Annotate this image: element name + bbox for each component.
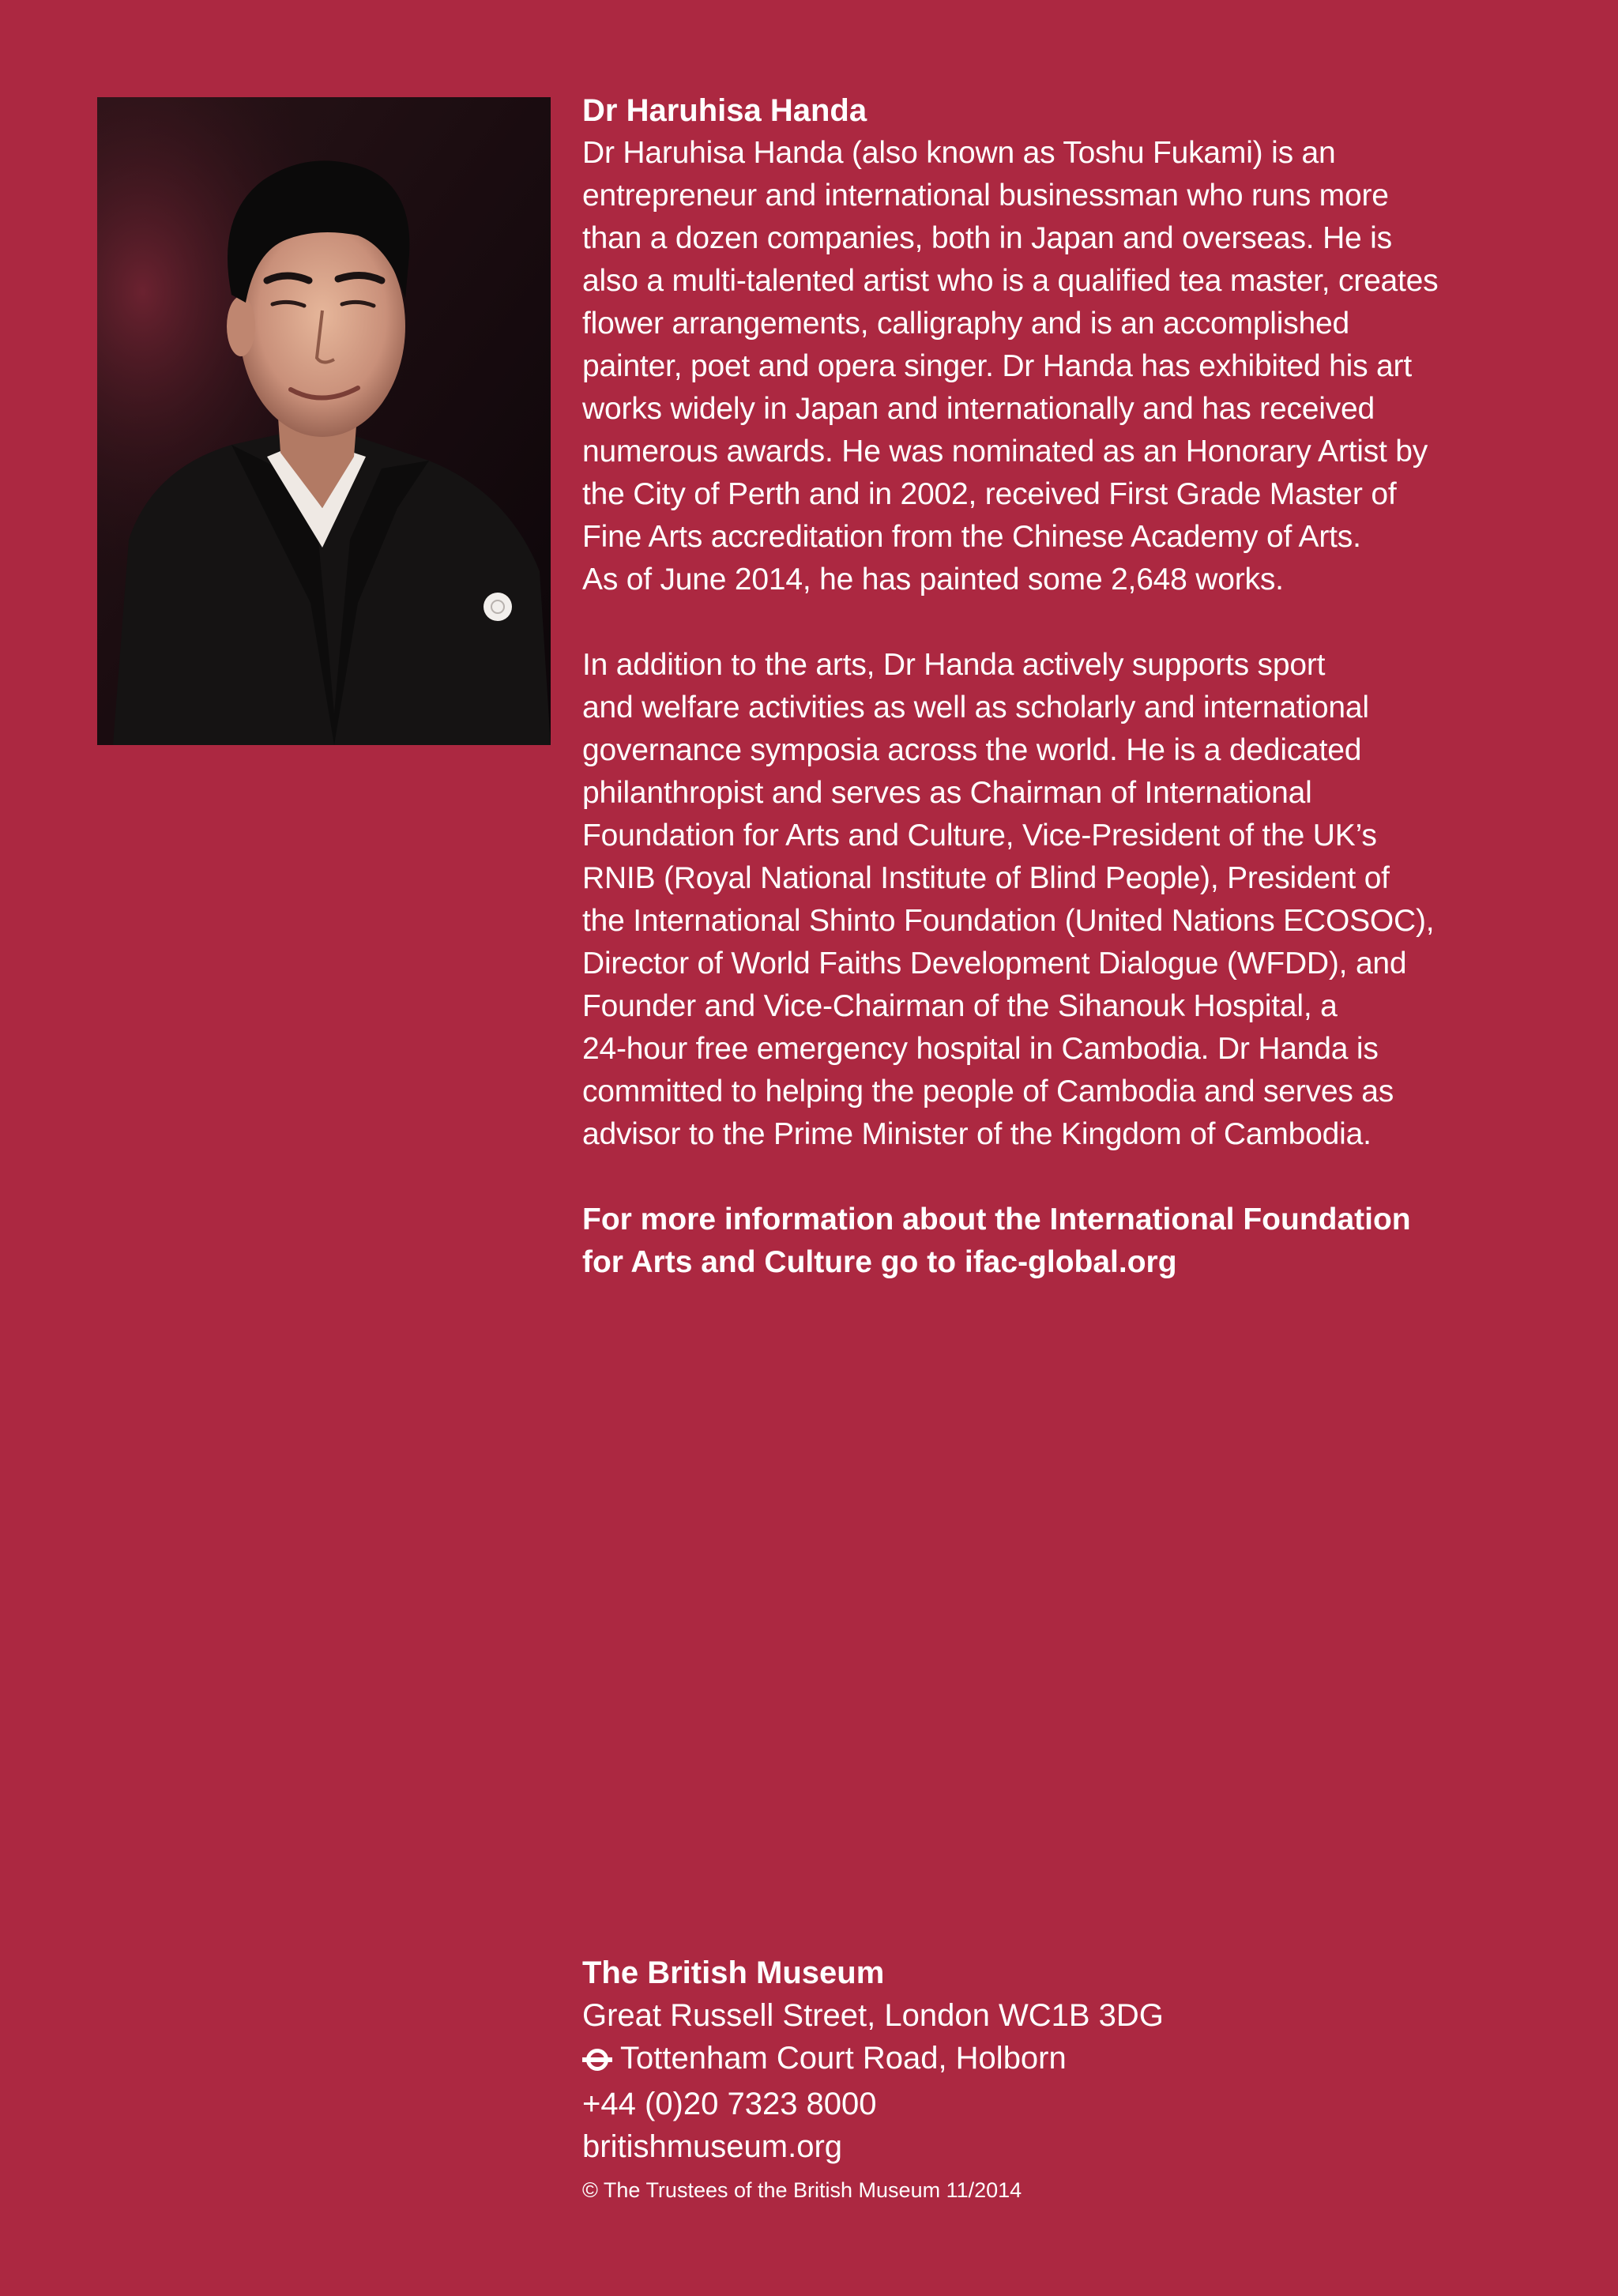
bio-paragraph-1: Dr Haruhisa Handa (also known as Toshu Fukami) is an entrepreneur and international businessman who runs more than a dozen companies, both in Japan and overseas. He is also a multi-talented artist who is a qualified tea master, creates flower arrangements, calligraphy and is an accomplished painter, poet and opera singer. Dr Handa has exhibited his art works widely in Japan and internationally and has received numerous awards. He was nominated as an Honorary Artist by the City of Perth and in 2002, received First Grade Master of Fine Arts accreditation from the Chinese Academy of Arts. As of June 2014, he has painted some 2,648 works. (582, 136, 1439, 597)
portrait-illustration (97, 97, 551, 745)
museum-stations (582, 2037, 1562, 2083)
bio-heading: Dr Haruhisa Handa (582, 93, 867, 128)
portrait-photo (97, 97, 551, 745)
biography-section (582, 89, 1562, 1315)
museum-name: The British Museum (582, 1955, 885, 1990)
museum-contact-block (582, 1952, 1562, 2206)
stations-text: Tottenham Court Road, Holborn (620, 2041, 1067, 2076)
museum-address: Great Russell Street, London WC1B 3DG (582, 1998, 1164, 2033)
copyright-notice: © The Trustees of the British Museum 11/2014 (582, 2178, 1022, 2202)
museum-website: britishmuseum.org (582, 2129, 843, 2164)
more-info-text: For more information about the International Foundation for Arts and Culture go to ifac-global.org (582, 1203, 1411, 1279)
kimono-crest (484, 593, 512, 621)
bio-paragraph-2: In addition to the arts, Dr Handa actively supports sport and welfare activities as well as scholarly and international governance symposia across the world. He is a dedicated philanthropist and serves as Chairman of International Foundation for Arts and Culture, Vice-President of the UK’s RNIB (Royal National Institute of Blind People), President of the International Shinto Foundation (United Nations ECOSOC), Director of World Faiths Development Dialogue (WFDD), and Founder and Vice-Chairman of the Sihanouk Hospital, a 24-hour free emergency hospital in Cambodia. Dr Handa is committed to helping the people of Cambodia and serves as advisor to the Prime Minister of the Kingdom of Cambodia. (582, 648, 1435, 1151)
underground-roundel-icon (582, 2040, 612, 2083)
museum-phone: +44 (0)20 7323 8000 (582, 2087, 877, 2121)
